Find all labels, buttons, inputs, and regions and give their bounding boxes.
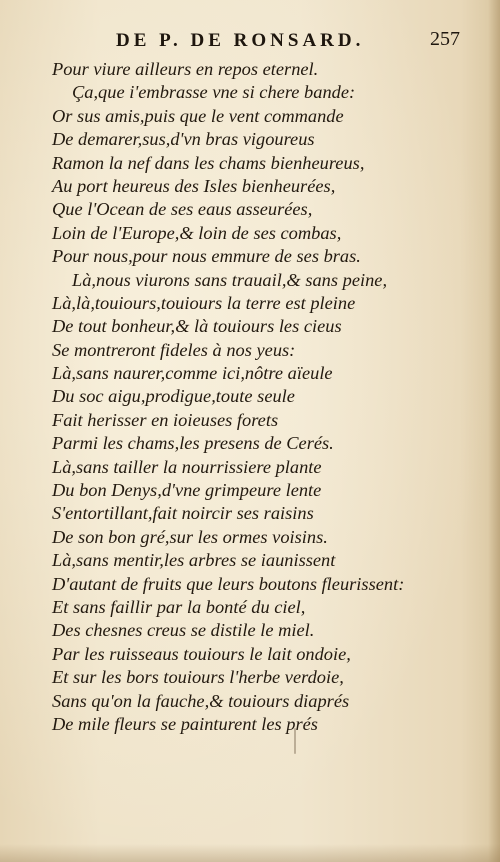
ink-mark	[294, 728, 296, 754]
poem-text	[52, 58, 452, 736]
verse-line: Ça,que i'embrasse vne si chere bande:	[72, 82, 356, 103]
verse-line: Au port heureus des Isles bienheurées,	[52, 175, 336, 196]
running-head: DE P. DE RONSARD.	[116, 30, 365, 51]
verse-line: Des chesnes creus se distile le miel.	[52, 620, 315, 641]
verse-line: Là,sans mentir,les arbres se iaunissent	[52, 550, 336, 571]
verse-line: Là,nous viurons sans trauail,& sans peine,	[72, 269, 388, 290]
verse-line: De son bon gré,sur les ormes voisins.	[52, 526, 328, 547]
verse-line: Que l'Ocean de ses eaus asseurées,	[52, 199, 313, 220]
page-bottom-shadow	[0, 844, 500, 862]
verse-line: Loin de l'Europe,& loin de ses combas,	[52, 222, 342, 243]
verse-line: De mile fleurs se painturent les prés	[52, 713, 318, 734]
verse-line: Pour nous,pour nous emmure de ses bras.	[52, 246, 361, 267]
verse-line: Là,sans tailler la nourrissiere plante	[52, 456, 322, 477]
verse-line: Et sur les bors touiours l'herbe verdoie,	[52, 667, 344, 688]
page-number: 257	[430, 28, 460, 50]
verse-line: Or sus amis,puis que le vent commande	[52, 105, 344, 126]
verse-line: Du soc aigu,prodigue,toute seule	[52, 386, 295, 407]
verse-line: Pour viure ailleurs en repos eternel.	[52, 59, 319, 79]
verse-line: De tout bonheur,& là touiours les cieus	[52, 316, 342, 337]
page-edge-shadow	[488, 0, 500, 862]
verse-line: Là,là,touiours,touiours la terre est pleine	[52, 292, 356, 313]
verse-line: Fait herisser en ioieuses forets	[52, 409, 279, 430]
verse-line: Là,sans naurer,comme ici,nôtre aïeule	[52, 363, 333, 384]
verse-line: Se montreront fideles à nos yeus:	[52, 339, 296, 360]
verse-line: De demarer,sus,d'vn bras vigoureus	[52, 129, 315, 150]
verse-line: Parmi les chams,les presens de Cerés.	[52, 433, 334, 454]
verse-line: Sans qu'on la fauche,& touiours diaprés	[52, 690, 350, 711]
verse-line: Par les ruisseaus touiours le lait ondoie,	[52, 643, 351, 664]
verse-line: Et sans faillir par la bonté du ciel,	[52, 596, 306, 617]
verse-line: S'entortillant,fait noircir ses raisins	[52, 503, 314, 524]
verse-line: Du bon Denys,d'vne grimpeure lente	[52, 480, 322, 501]
verse-line: D'autant de fruits que leurs boutons fleurissent:	[52, 573, 405, 594]
page-header	[108, 28, 460, 56]
verse-line: Ramon la nef dans les chams bienheureus,	[52, 152, 365, 173]
